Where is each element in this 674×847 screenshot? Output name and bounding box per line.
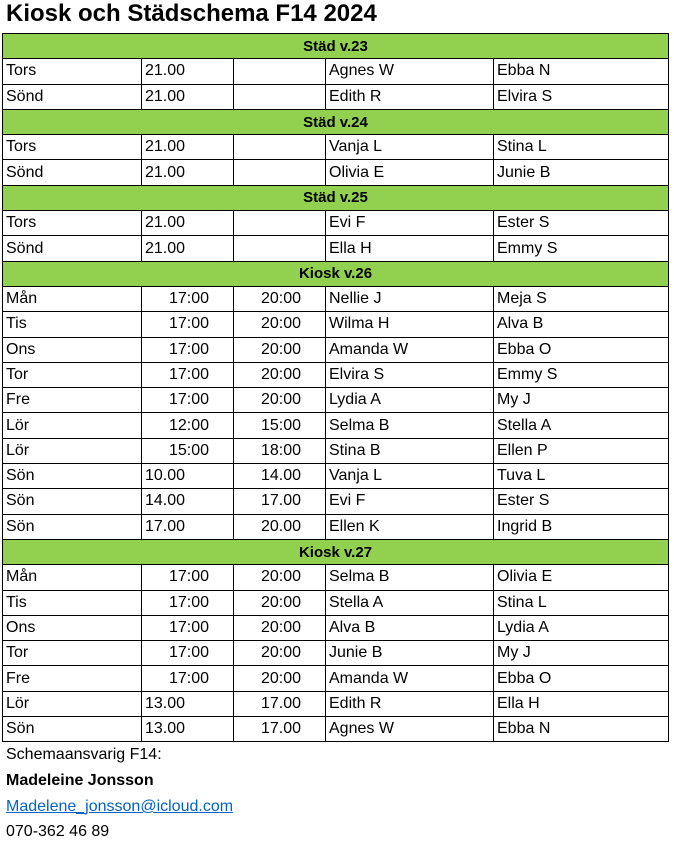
table-row xyxy=(3,388,669,413)
end-time-cell: 20:00 xyxy=(234,565,326,590)
table-row xyxy=(3,135,669,160)
section-header-row xyxy=(3,185,669,210)
day-cell: Tors xyxy=(3,59,142,84)
table-row xyxy=(3,236,669,261)
email-link[interactable]: Madelene_jonsson@icloud.com xyxy=(6,798,234,815)
table-row xyxy=(3,59,669,84)
person-2-cell: My J xyxy=(494,388,669,413)
end-time-cell: 17.00 xyxy=(234,717,326,742)
table-row xyxy=(3,312,669,337)
person-1-cell: Selma B xyxy=(326,565,494,590)
table-row xyxy=(3,337,669,362)
day-cell: Fre xyxy=(3,388,142,413)
start-time-cell: 17:00 xyxy=(142,337,234,362)
start-time-cell: 17:00 xyxy=(142,362,234,387)
day-cell: Ons xyxy=(3,337,142,362)
start-time-cell: 14.00 xyxy=(142,489,234,514)
start-time-cell: 17:00 xyxy=(142,666,234,691)
day-cell: Tor xyxy=(3,362,142,387)
person-2-cell: Ellen P xyxy=(494,438,669,463)
person-2-cell: Ingrid B xyxy=(494,514,669,539)
person-1-cell: Ella H xyxy=(326,236,494,261)
table-row xyxy=(3,489,669,514)
end-time-cell: 20:00 xyxy=(234,666,326,691)
start-time-cell: 15:00 xyxy=(142,438,234,463)
section-heading: Kiosk v.27 xyxy=(3,539,669,564)
start-time-cell: 21.00 xyxy=(142,160,234,185)
person-1-cell: Ellen K xyxy=(326,514,494,539)
person-1-cell: Evi F xyxy=(326,489,494,514)
day-cell: Sön xyxy=(3,717,142,742)
person-1-cell: Lydia A xyxy=(326,388,494,413)
section-heading: Städ v.25 xyxy=(3,185,669,210)
person-2-cell: Olivia E xyxy=(494,565,669,590)
section-heading: Städ v.23 xyxy=(3,34,669,59)
start-time-cell: 13.00 xyxy=(142,691,234,716)
person-2-cell: Ester S xyxy=(494,211,669,236)
start-time-cell: 13.00 xyxy=(142,717,234,742)
end-time-cell: 14.00 xyxy=(234,464,326,489)
responsible-name: Madeleine Jonsson xyxy=(6,772,154,789)
start-time-cell: 21.00 xyxy=(142,236,234,261)
person-2-cell: Meja S xyxy=(494,286,669,311)
start-time-cell: 17.00 xyxy=(142,514,234,539)
person-1-cell: Selma B xyxy=(326,413,494,438)
person-2-cell: Emmy S xyxy=(494,236,669,261)
person-1-cell: Vanja L xyxy=(326,135,494,160)
table-row xyxy=(3,691,669,716)
day-cell: Sön xyxy=(3,514,142,539)
start-time-cell: 21.00 xyxy=(142,59,234,84)
table-row xyxy=(3,286,669,311)
day-cell: Tis xyxy=(3,312,142,337)
end-time-cell: 20:00 xyxy=(234,615,326,640)
day-cell: Mån xyxy=(3,286,142,311)
table-row xyxy=(3,641,669,666)
table-row xyxy=(3,590,669,615)
table-row xyxy=(3,464,669,489)
start-time-cell: 10.00 xyxy=(142,464,234,489)
person-1-cell: Amanda W xyxy=(326,337,494,362)
person-2-cell: Elvira S xyxy=(494,84,669,109)
person-2-cell: Ebba N xyxy=(494,717,669,742)
day-cell: Mån xyxy=(3,565,142,590)
end-time-cell: 20:00 xyxy=(234,388,326,413)
day-cell: Fre xyxy=(3,666,142,691)
day-cell: Ons xyxy=(3,615,142,640)
end-time-cell xyxy=(234,236,326,261)
end-time-cell xyxy=(234,135,326,160)
start-time-cell: 12:00 xyxy=(142,413,234,438)
end-time-cell xyxy=(234,84,326,109)
day-cell: Sön xyxy=(3,489,142,514)
person-2-cell: Ester S xyxy=(494,489,669,514)
person-2-cell: Stella A xyxy=(494,413,669,438)
person-2-cell: Junie B xyxy=(494,160,669,185)
table-row xyxy=(3,413,669,438)
person-1-cell: Stella A xyxy=(326,590,494,615)
person-1-cell: Agnes W xyxy=(326,717,494,742)
end-time-cell: 20:00 xyxy=(234,641,326,666)
person-2-cell: Ebba O xyxy=(494,666,669,691)
end-time-cell: 17.00 xyxy=(234,691,326,716)
page-title: Kiosk och Städschema F14 2024 xyxy=(6,0,377,27)
person-1-cell: Elvira S xyxy=(326,362,494,387)
person-1-cell: Amanda W xyxy=(326,666,494,691)
person-1-cell: Vanja L xyxy=(326,464,494,489)
end-time-cell: 20:00 xyxy=(234,286,326,311)
day-cell: Tor xyxy=(3,641,142,666)
section-header-row xyxy=(3,261,669,286)
start-time-cell: 21.00 xyxy=(142,84,234,109)
end-time-cell: 20.00 xyxy=(234,514,326,539)
person-1-cell: Junie B xyxy=(326,641,494,666)
person-1-cell: Wilma H xyxy=(326,312,494,337)
day-cell: Sönd xyxy=(3,160,142,185)
person-1-cell: Agnes W xyxy=(326,59,494,84)
end-time-cell xyxy=(234,59,326,84)
table-row xyxy=(3,615,669,640)
table-row xyxy=(3,362,669,387)
end-time-cell: 17.00 xyxy=(234,489,326,514)
end-time-cell: 20:00 xyxy=(234,312,326,337)
person-2-cell: Ebba N xyxy=(494,59,669,84)
day-cell: Lör xyxy=(3,413,142,438)
end-time-cell xyxy=(234,211,326,236)
table-row xyxy=(3,666,669,691)
end-time-cell: 20:00 xyxy=(234,362,326,387)
day-cell: Lör xyxy=(3,691,142,716)
person-2-cell: Alva B xyxy=(494,312,669,337)
start-time-cell: 17:00 xyxy=(142,590,234,615)
start-time-cell: 21.00 xyxy=(142,211,234,236)
end-time-cell: 20:00 xyxy=(234,590,326,615)
table-row xyxy=(3,211,669,236)
day-cell: Sönd xyxy=(3,236,142,261)
day-cell: Sön xyxy=(3,464,142,489)
person-2-cell: My J xyxy=(494,641,669,666)
start-time-cell: 17:00 xyxy=(142,565,234,590)
person-1-cell: Olivia E xyxy=(326,160,494,185)
phone-number: 070-362 46 89 xyxy=(6,823,110,840)
start-time-cell: 17:00 xyxy=(142,286,234,311)
day-cell: Tors xyxy=(3,211,142,236)
section-heading: Kiosk v.26 xyxy=(3,261,669,286)
table-row xyxy=(3,514,669,539)
section-header-row xyxy=(3,539,669,564)
section-heading: Städ v.24 xyxy=(3,109,669,134)
start-time-cell: 17:00 xyxy=(142,312,234,337)
person-2-cell: Emmy S xyxy=(494,362,669,387)
person-2-cell: Ella H xyxy=(494,691,669,716)
end-time-cell: 15:00 xyxy=(234,413,326,438)
person-2-cell: Stina L xyxy=(494,135,669,160)
person-1-cell: Nellie J xyxy=(326,286,494,311)
table-row xyxy=(3,565,669,590)
person-2-cell: Stina L xyxy=(494,590,669,615)
person-1-cell: Alva B xyxy=(326,615,494,640)
day-cell: Sönd xyxy=(3,84,142,109)
schedule-body xyxy=(3,34,669,742)
table-row xyxy=(3,438,669,463)
section-header-row xyxy=(3,34,669,59)
day-cell: Tis xyxy=(3,590,142,615)
person-2-cell: Lydia A xyxy=(494,615,669,640)
person-1-cell: Edith R xyxy=(326,691,494,716)
start-time-cell: 17:00 xyxy=(142,615,234,640)
person-1-cell: Stina B xyxy=(326,438,494,463)
schedule-responsible-label: Schemaansvarig F14: xyxy=(6,746,162,763)
person-2-cell: Tuva L xyxy=(494,464,669,489)
person-2-cell: Ebba O xyxy=(494,337,669,362)
schedule-sheet xyxy=(2,33,669,742)
start-time-cell: 17:00 xyxy=(142,388,234,413)
day-cell: Lör xyxy=(3,438,142,463)
table-row xyxy=(3,717,669,742)
schedule-table xyxy=(2,33,669,742)
section-header-row xyxy=(3,109,669,134)
table-row xyxy=(3,84,669,109)
end-time-cell: 18:00 xyxy=(234,438,326,463)
end-time-cell xyxy=(234,160,326,185)
person-1-cell: Edith R xyxy=(326,84,494,109)
table-row xyxy=(3,160,669,185)
start-time-cell: 21.00 xyxy=(142,135,234,160)
end-time-cell: 20:00 xyxy=(234,337,326,362)
day-cell: Tors xyxy=(3,135,142,160)
start-time-cell: 17:00 xyxy=(142,641,234,666)
person-1-cell: Evi F xyxy=(326,211,494,236)
